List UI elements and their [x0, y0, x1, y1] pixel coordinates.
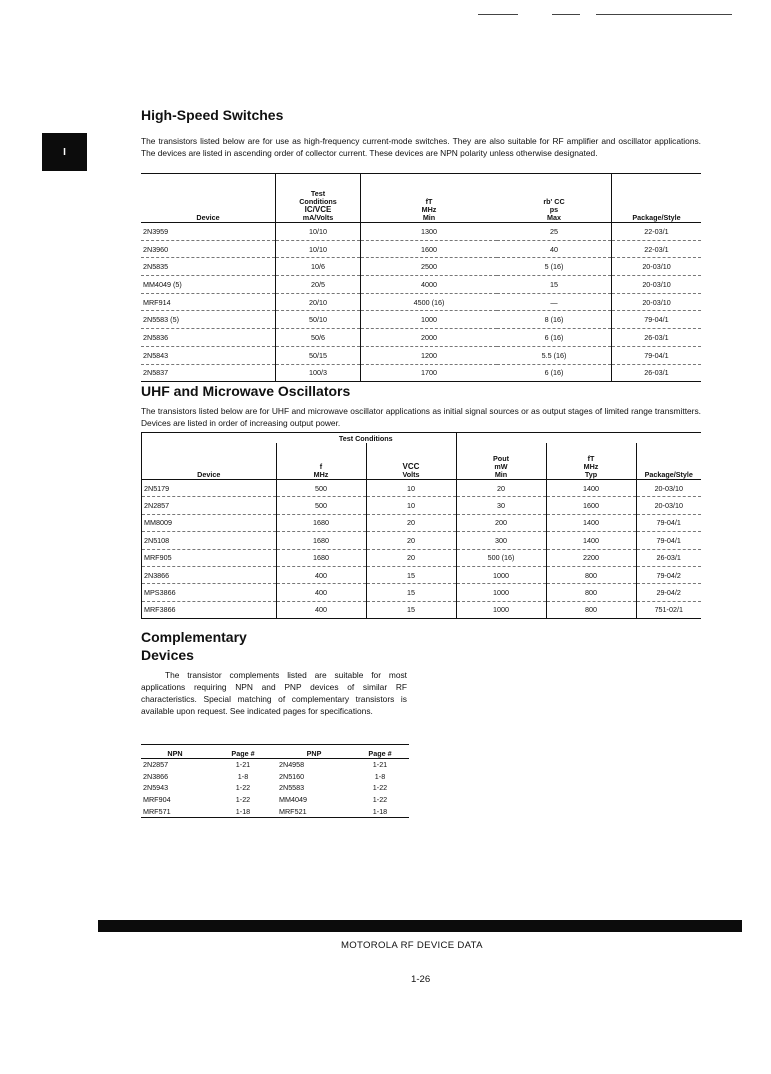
- cell-cond: 50/6: [276, 329, 361, 347]
- cell-ft: 2000: [361, 329, 498, 347]
- cell-pkg: 22-03/1: [612, 223, 702, 241]
- table-row: [141, 223, 701, 241]
- cell-ft: 2500: [361, 258, 498, 276]
- cell-rb: 5.5 (16): [497, 346, 612, 364]
- cell-ft: 800: [546, 601, 636, 618]
- cell-pnp: 2N4958: [279, 760, 305, 770]
- table-row: [141, 240, 701, 258]
- section-title-uhf: UHF and Microwave Oscillators: [141, 383, 351, 399]
- cell-pout: 20: [456, 480, 546, 497]
- cell-pkg: 20-03/10: [612, 293, 702, 311]
- footer-text: MOTOROLA RF DEVICE DATA: [341, 940, 483, 951]
- cell-pout: 30: [456, 497, 546, 514]
- cell-f: 400: [276, 584, 366, 601]
- cell-f: 1680: [276, 532, 366, 549]
- cell-npn: 2N3866: [143, 771, 169, 781]
- col-package-style: Package/Style: [636, 443, 701, 480]
- col-npn: NPN: [141, 745, 209, 759]
- col-device: Device: [141, 174, 276, 223]
- cell-pkg: 22-03/1: [612, 240, 702, 258]
- col-page-b: Page #: [351, 745, 409, 759]
- scan-mark: [596, 14, 732, 15]
- cell-device: 2N5108: [142, 532, 277, 549]
- cell-cond: 100/3: [276, 364, 361, 382]
- cell-vcc: 20: [366, 549, 456, 566]
- cell-pkg: 20-03/10: [612, 258, 702, 276]
- cell-rb: 40: [497, 240, 612, 258]
- cell-page_b: 1-22: [372, 783, 388, 793]
- col-ft: fT MHz Min: [361, 174, 498, 223]
- cell-device: 2N5836: [141, 329, 276, 347]
- cell-pout: 200: [456, 514, 546, 531]
- cell-pkg: 20-03/10: [636, 497, 701, 514]
- cell-device: 2N5835: [141, 258, 276, 276]
- cell-f: 1680: [276, 514, 366, 531]
- cell-ft: 4500 (16): [361, 293, 498, 311]
- intro-complementary: The transistor complements listed are suitable for most applications requiring NPN and PNP devices of similar RF characteristics. Special matching of complementary transistors is available upon request. See indicated pages for specifications.: [141, 670, 407, 716]
- cell-ft: 1400: [546, 480, 636, 497]
- cell-pkg: 751-02/1: [636, 601, 701, 618]
- cell-device: 2N5583 (5): [141, 311, 276, 329]
- cell-rb: 5 (16): [497, 258, 612, 276]
- table-header-row: [141, 174, 701, 223]
- cell-pout: 1000: [456, 584, 546, 601]
- table-header-row: [142, 433, 702, 444]
- cell-device: 2N2857: [142, 497, 277, 514]
- cell-device: MRF914: [141, 293, 276, 311]
- table-row: [141, 771, 409, 783]
- cell-device: 2N3960: [141, 240, 276, 258]
- cell-ft: 1200: [361, 346, 498, 364]
- col-test-conditions: Test Conditions IC/VCE mA/Volts: [276, 174, 361, 223]
- cell-cond: 50/10: [276, 311, 361, 329]
- title-line-1: Complementary: [141, 629, 247, 645]
- table-row: [142, 514, 702, 531]
- cell-page_b: 1-18: [351, 805, 409, 817]
- table-row: [142, 549, 702, 566]
- cell-ft: 1600: [546, 497, 636, 514]
- cell-rb: 8 (16): [497, 311, 612, 329]
- cell-pkg: 20-03/10: [636, 480, 701, 497]
- table-row: [141, 759, 409, 771]
- cell-rb: —: [497, 293, 612, 311]
- col-page-a: Page #: [209, 745, 277, 759]
- cell-device: 2N3959: [141, 223, 276, 241]
- cell-vcc: 15: [366, 566, 456, 583]
- col-package-style: Package/Style: [612, 174, 702, 223]
- scan-mark: [478, 14, 518, 15]
- title-line-2: Devices: [141, 647, 194, 663]
- page-number: 1-26: [411, 974, 431, 985]
- cell-page_a: 1-22: [235, 795, 251, 805]
- cell-npn: 2N2857: [143, 760, 169, 770]
- cell-device: MM8009: [142, 514, 277, 531]
- cell-cond: 50/15: [276, 346, 361, 364]
- complementary-table: [141, 744, 409, 818]
- cell-npn: MRF904: [143, 795, 171, 805]
- table-row: [141, 782, 409, 794]
- cell-rb: 6 (16): [497, 364, 612, 382]
- cell-f: 400: [276, 601, 366, 618]
- cell-pnp: 2N5583: [279, 783, 305, 793]
- cell-device: 2N5179: [142, 480, 277, 497]
- section-tab: [42, 133, 87, 171]
- cell-page_b: 1-8: [374, 771, 386, 781]
- cell-rb: 15: [497, 276, 612, 294]
- cell-device: MM4049 (5): [141, 276, 276, 294]
- cell-pkg: 26-03/1: [636, 549, 701, 566]
- cell-ft: 800: [546, 584, 636, 601]
- table-row: [141, 258, 701, 276]
- cell-vcc: 10: [366, 480, 456, 497]
- cell-npn: MRF571: [141, 805, 209, 817]
- cell-vcc: 15: [366, 601, 456, 618]
- cell-page_b: 1-21: [372, 760, 388, 770]
- cell-vcc: 20: [366, 514, 456, 531]
- cell-cond: 20/10: [276, 293, 361, 311]
- scan-mark: [552, 14, 580, 15]
- cell-page_a: 1-22: [235, 783, 251, 793]
- col-test-conditions: Test Conditions: [276, 433, 456, 444]
- col-device: Device: [142, 443, 277, 480]
- cell-vcc: 15: [366, 584, 456, 601]
- cell-pkg: 79-04/2: [636, 566, 701, 583]
- cell-rb: 6 (16): [497, 329, 612, 347]
- table-row: [142, 532, 702, 549]
- high-speed-table: [141, 173, 701, 382]
- table-row: [141, 364, 701, 382]
- cell-ft: 1300: [361, 223, 498, 241]
- cell-f: 1680: [276, 549, 366, 566]
- table-row: [141, 293, 701, 311]
- cell-pkg: 29-04/2: [636, 584, 701, 601]
- col-f: f MHz: [276, 443, 366, 480]
- cell-pnp: MRF521: [277, 805, 351, 817]
- table-row: [141, 311, 701, 329]
- cell-device: 2N5843: [141, 346, 276, 364]
- cell-vcc: 10: [366, 497, 456, 514]
- cell-pout: 1000: [456, 601, 546, 618]
- cell-pkg: 20-03/10: [612, 276, 702, 294]
- cell-device: MRF905: [142, 549, 277, 566]
- table-row: [141, 329, 701, 347]
- table-row: [141, 794, 409, 806]
- col-ft: fT MHz Typ: [546, 443, 636, 480]
- cell-ft: 1600: [361, 240, 498, 258]
- col-rb-cc: rb' CC ps Max: [497, 174, 612, 223]
- cell-page_b: 1-22: [372, 795, 388, 805]
- cell-page_a: 1-21: [235, 760, 251, 770]
- table-row: [142, 584, 702, 601]
- col-vcc: VCC Volts: [366, 443, 456, 480]
- cell-pkg: 79-04/1: [612, 346, 702, 364]
- table-row: [141, 276, 701, 294]
- uhf-table: [141, 432, 701, 619]
- cell-page_a: 1-18: [209, 805, 277, 817]
- cell-f: 500: [276, 497, 366, 514]
- cell-ft: 4000: [361, 276, 498, 294]
- cell-f: 500: [276, 480, 366, 497]
- cell-cond: 10/6: [276, 258, 361, 276]
- cell-device: 2N3866: [142, 566, 277, 583]
- section-tab-label: I: [63, 146, 66, 158]
- cell-cond: 10/10: [276, 240, 361, 258]
- col-pout: Pout mW Min: [456, 443, 546, 480]
- cell-f: 400: [276, 566, 366, 583]
- intro-high-speed: The transistors listed below are for use as high-frequency current-mode switches. They are also suitable for RF amplifier and oscillator applications. The devices are listed in ascending order of collector current. These devices are NPN polarity unless otherwise designated.: [141, 136, 701, 158]
- section-title-complementary: [141, 628, 247, 664]
- cell-pout: 300: [456, 532, 546, 549]
- cell-vcc: 20: [366, 532, 456, 549]
- table-row: [142, 480, 702, 497]
- cell-pkg: 26-03/1: [612, 364, 702, 382]
- cell-npn: 2N5943: [143, 783, 169, 793]
- table-header-row: [141, 745, 409, 759]
- cell-pout: 1000: [456, 566, 546, 583]
- cell-device: MPS3866: [142, 584, 277, 601]
- cell-cond: 20/5: [276, 276, 361, 294]
- cell-pkg: 79-04/1: [636, 514, 701, 531]
- cell-pnp: 2N5160: [279, 771, 305, 781]
- cell-page_a: 1-8: [237, 771, 249, 781]
- cell-ft: 2200: [546, 549, 636, 566]
- cell-pout: 500 (16): [456, 549, 546, 566]
- table-row: [141, 805, 409, 817]
- cell-pkg: 79-04/1: [612, 311, 702, 329]
- cell-ft: 1400: [546, 532, 636, 549]
- table-row: [142, 497, 702, 514]
- footer-bar: [98, 920, 742, 932]
- cell-pkg: 79-04/1: [636, 532, 701, 549]
- col-pnp: PNP: [277, 745, 351, 759]
- table-row: [142, 566, 702, 583]
- section-title-high-speed: High-Speed Switches: [141, 107, 284, 123]
- cell-ft: 1700: [361, 364, 498, 382]
- table-header-row: [142, 443, 702, 480]
- table-row: [142, 601, 702, 618]
- cell-ft: 1400: [546, 514, 636, 531]
- cell-pkg: 26-03/1: [612, 329, 702, 347]
- cell-cond: 10/10: [276, 223, 361, 241]
- cell-ft: 800: [546, 566, 636, 583]
- intro-uhf: The transistors listed below are for UHF and microwave oscillator applications as initial signal sources or as output stages of limited range transmitters. Devices are listed in order of increasing output power.: [141, 406, 701, 428]
- cell-device: MRF3866: [142, 601, 277, 618]
- table-row: [141, 346, 701, 364]
- cell-rb: 25: [497, 223, 612, 241]
- cell-ft: 1000: [361, 311, 498, 329]
- cell-device: 2N5837: [141, 364, 276, 382]
- cell-pnp: MM4049: [279, 795, 307, 805]
